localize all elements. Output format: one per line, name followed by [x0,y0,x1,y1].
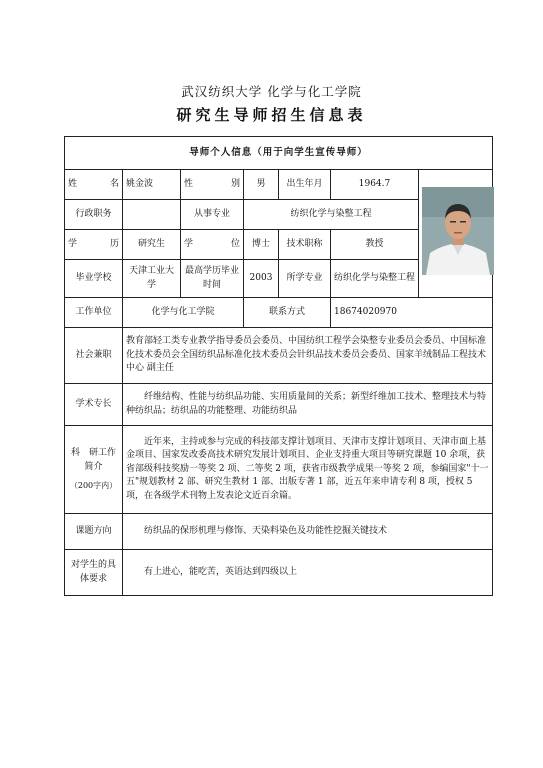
social-label: 社会兼职 [65,328,123,384]
grad-school-label: 毕业学校 [65,260,123,298]
admin-label: 行政职务 [65,200,123,230]
admin-value [123,200,181,230]
direction-value: 纺织品的保形机理与修饰、天染料染色及功能性挖掘关键技术 [123,514,493,550]
requirement-label: 对学生的具体要求 [65,550,123,596]
form-title: 研究生导师招生信息表 [176,106,367,124]
major-label: 从事专业 [181,200,244,230]
section-title: 导师个人信息（用于向学生宣传导师） [65,137,493,170]
birth-label: 出生年月 [279,170,331,200]
highest-degree-time-label: 最高学历毕业时间 [181,260,244,298]
contact-label: 联系方式 [244,298,331,328]
social-value: 教育部轻工类专业教学指导委员会委员、中国纺织工程学会染整专业委员会委员、中国标准化技术委员会全国纺织品标准化技术委员会针织品技术委员会委员、国家羊绒制品工程技术中心 副主任 [123,328,493,384]
study-major-value: 纺织化学与染整工程 [331,260,419,298]
title-label: 技术职称 [279,230,331,260]
school-name: 武汉纺织大学 化学与化工学院 [181,84,362,99]
birth-value: 1964.7 [331,170,419,200]
grad-school-value: 天津工业大学 [123,260,181,298]
research-label-cell [65,426,123,514]
info-table [64,136,493,596]
education-value: 研究生 [123,230,181,260]
title-value: 教授 [331,230,419,260]
gender-label: 性 别 [181,170,244,200]
study-major-label: 所学专业 [279,260,331,298]
gender-value: 男 [244,170,279,200]
portrait-photo [422,187,494,275]
specialty-label: 学术专长 [65,384,123,426]
research-value: 近年来，主持或参与完成的科技部支撑计划项目、天津市支撑计划项目、天津市面上基金项目、国家发改委高技术研究发展计划项目、企业支持重大项目等研究课题 10 余项，获省部级科技奖励一等奖 2 项、二等奖 2 项，获省市级教学成果一等奖 2 项，参编国家"十一五"规划教材 2 部、研究生教材 1 部、出版专著 1 部，近五年来申请专利 8 项，授权 5 项，在各级学术刊物上发表论文近百余篇。 [123,426,493,514]
name-label: 姓 名 [65,170,123,200]
photo-cell [419,170,493,298]
requirement-value: 有上进心，能吃苦，英语达到四级以上 [123,550,493,596]
specialty-value: 纤维结构、性能与纺织品功能、实用质量间的关系；新型纤维加工技术、整理技术与特种纺织品；纺织品的功能整理、功能纺织品 [123,384,493,426]
major-value: 纺织化学与染整工程 [244,200,419,230]
highest-degree-time-value: 2003 [244,260,279,298]
work-unit-value: 化学与化工学院 [123,298,244,328]
research-label: 科 研工作简介 [70,448,116,472]
research-note: （200字内） [69,481,118,490]
education-label: 学 历 [65,230,123,260]
direction-label: 课题方向 [65,514,123,550]
degree-value: 博士 [244,230,279,260]
name-value: 姚金波 [123,170,181,200]
degree-label: 学 位 [181,230,244,260]
work-unit-label: 工作单位 [65,298,123,328]
contact-value: 18674020970 [331,298,493,328]
